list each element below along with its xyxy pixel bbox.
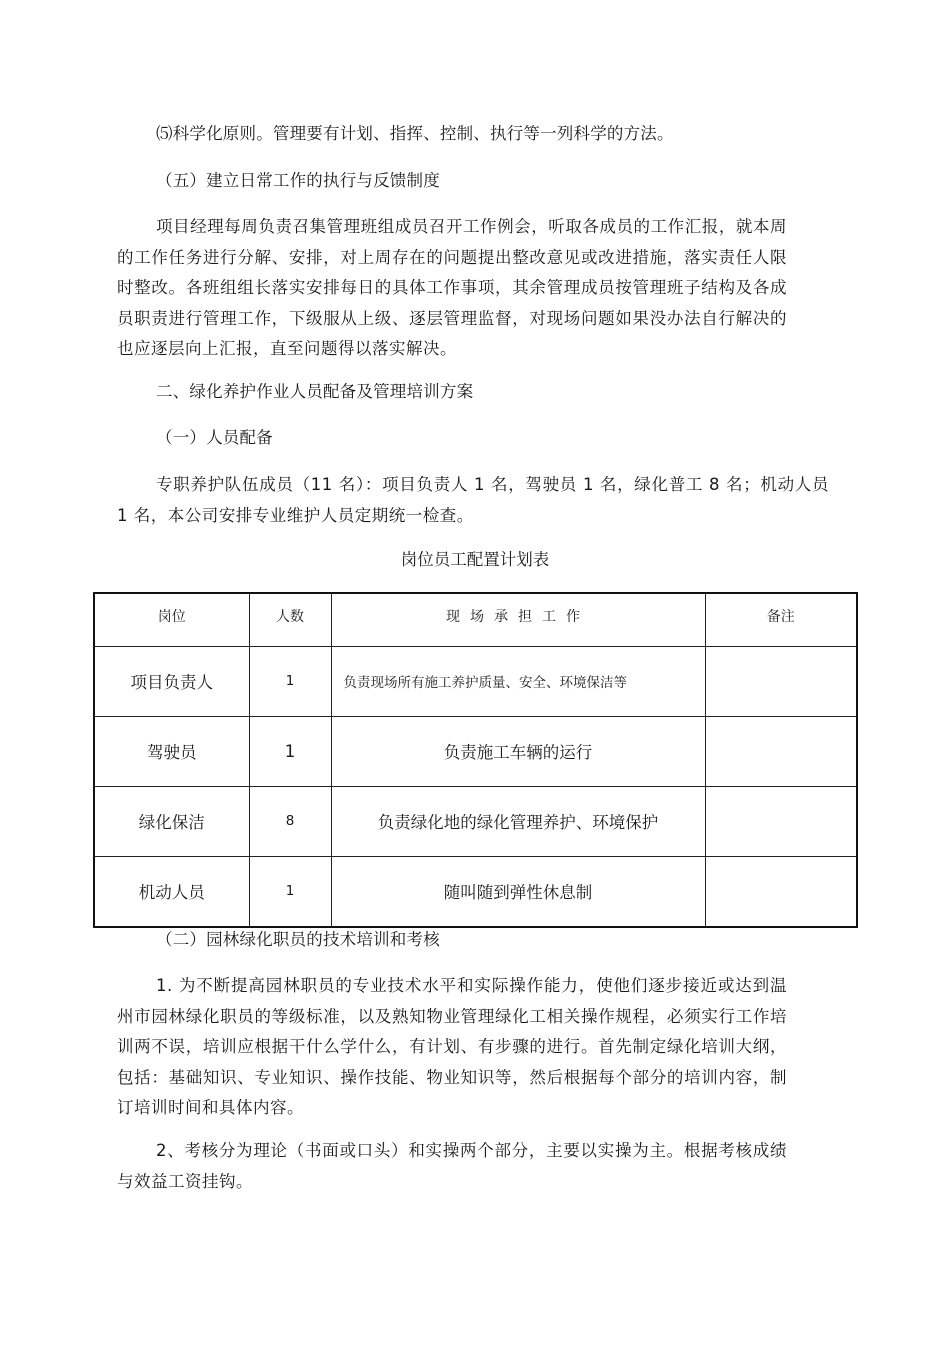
header-duty: 现场承担工作 [331,593,705,646]
principle-paragraph: ⑸科学化原则。管理要有计划、指挥、控制、执行等一列科学的方法。 [156,124,674,143]
assessment-paragraph: 2、考核分为理论（书面或口头）和实操两个部分，主要以实操为主。根据考核成绩与效益工资挂钩。 [117,1141,787,1191]
cell-post: 驾驶员 [94,716,249,786]
cell-duty: 负责施工车辆的运行 [331,716,705,786]
cell-duty: 随叫随到弹性休息制 [331,856,705,927]
cell-count: 1 [249,716,331,786]
table-header-row [94,593,857,646]
cell-post: 机动人员 [94,856,249,927]
table-row [94,856,857,927]
cell-duty: 负责绿化地的绿化管理养护、环境保护 [331,786,705,856]
subsection-heading-1: （一）人员配备 [156,428,273,447]
cell-note [705,646,857,716]
weekly-meeting-paragraph: 项目经理每周负责召集管理班组成员召开工作例会，听取各成员的工作汇报，就本周的工作任务进行分解、安排，对上周存在的问题提出整改意见或改进措施，落实责任人限时整改。各班组组长落实安排每日的具体工作事项，其余管理成员按管理班子结构及各成员职责进行管理工作，下级服从上级、逐层管理监督，对现场问题如果没办法自行解决的也应逐层向上汇报，直至问题得以落实解决。 [117,217,787,358]
header-post: 岗位 [94,593,249,646]
header-note: 备注 [705,593,857,646]
subsection-heading-2: （二）园林绿化职员的技术培训和考核 [156,930,440,949]
header-count: 人数 [249,593,331,646]
cell-post: 绿化保洁 [94,786,249,856]
cell-count: 1 [249,646,331,716]
staffing-paragraph: 专职养护队伍成员（11 名）：项目负责人 1 名，驾驶员 1 名，绿化普工 8 名；机动人员 1 名，本公司安排专业维护人员定期统一检查。 [117,475,829,525]
section-heading-2: 二、绿化养护作业人员配备及管理培训方案 [156,382,474,401]
cell-count: 8 [249,786,331,856]
training-paragraph: 1. 为不断提高园林职员的专业技术水平和实际操作能力，使他们逐步接近或达到温州市园林绿化职员的等级标准，以及熟知物业管理绿化工相关操作规程，必须实行工作培训两不误，培训应根据干什么学什么，有计划、有步骤的进行。首先制定绿化培训大纲，包括：基础知识、专业知识、操作技能、物业知识等，然后根据每个部分的培训内容，制订培训时间和具体内容。 [117,976,787,1117]
table-caption: 岗位员工配置计划表 [400,550,550,569]
cell-duty: 负责现场所有施工养护质量、安全、环境保洁等 [331,646,705,716]
table-row [94,646,857,716]
cell-post: 项目负责人 [94,646,249,716]
table-row [94,786,857,856]
cell-note [705,856,857,927]
cell-count: 1 [249,856,331,927]
table-row [94,716,857,786]
section-heading-5: （五）建立日常工作的执行与反馈制度 [156,171,440,190]
cell-note [705,716,857,786]
staff-plan-table [93,592,858,928]
cell-note [705,786,857,856]
